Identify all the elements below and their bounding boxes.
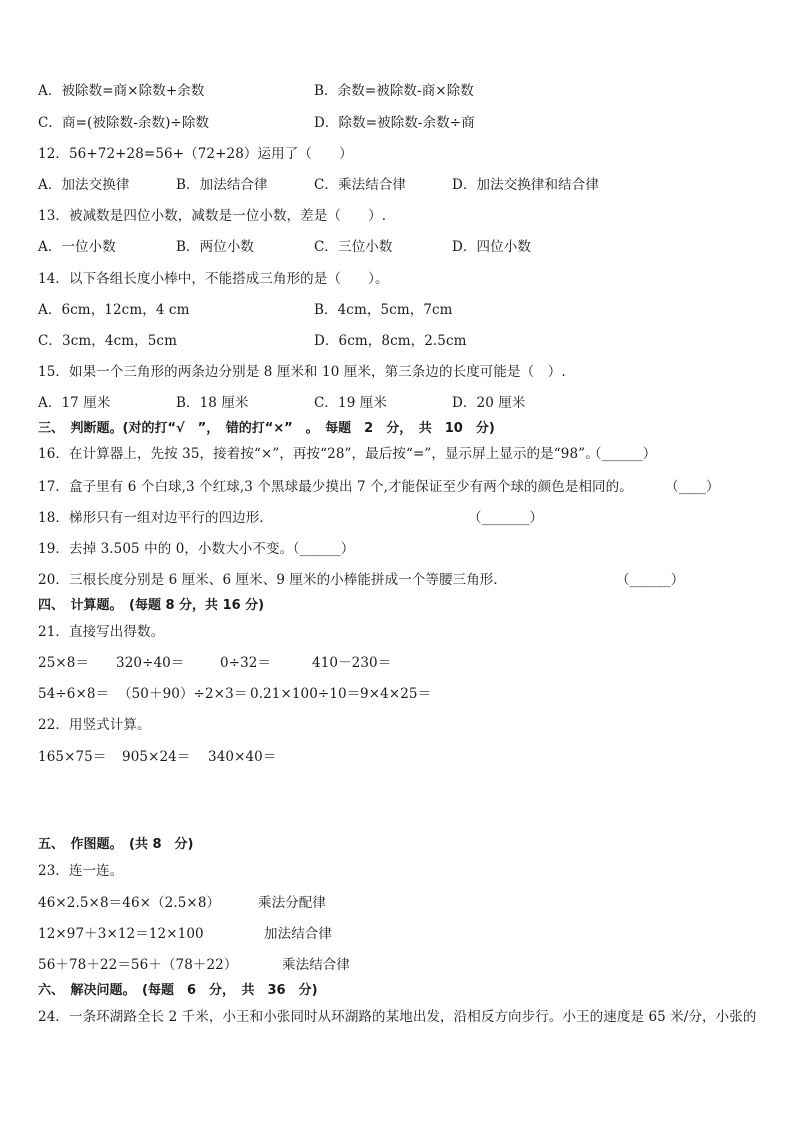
q22-stem: 22．用竖式计算。 — [38, 717, 151, 733]
q18-answer-blank[interactable]: （_______） — [468, 510, 544, 526]
q21-item: 0÷32＝ — [220, 655, 272, 671]
q11-option-a: A．被除数=商×除数+余数 — [38, 83, 205, 99]
q12-option-c: C．乘法结合律 — [314, 177, 407, 193]
q23-stem: 23．连一连。 — [38, 863, 124, 879]
q23-left-item[interactable]: 56＋78＋22＝56＋（78＋22） — [38, 957, 238, 973]
q23-right-item[interactable]: 加法结合律 — [264, 926, 332, 942]
section-3-heading: 三、 判断题。(对的打“√ ”， 错的打“×” 。 每题 2 分， 共 10 分) — [38, 421, 495, 436]
q24-stem: 24．一条环湖路全长 2 千米，小王和小张同时从环湖路的某地出发，沿相反方向步行。小王的速度是 65 米/分，小张的 — [38, 1009, 757, 1025]
q21-item: 410－230＝ — [312, 655, 392, 671]
q15-option-b: B．18 厘米 — [176, 395, 249, 411]
q21-item: 320÷40＝ — [116, 655, 185, 671]
q13-option-b: B．两位小数 — [176, 239, 255, 255]
section-5-heading: 五、 作图题。 (共 8 分) — [38, 837, 194, 852]
q23-right-item[interactable]: 乘法分配律 — [258, 895, 326, 911]
q23-right-item[interactable]: 乘法结合律 — [282, 957, 350, 973]
q21-item: （50＋90）÷2×3＝ — [118, 686, 248, 702]
q16-stem: 16．在计算器上，先按 35，接着按“×”，再按“28”，最后按“=”，显示屏上显示的是“98”。 — [38, 446, 599, 462]
q19-stem: 19．去掉 3.505 中的 0，小数大小不变。 — [38, 541, 294, 557]
q17-stem: 17．盒子里有 6 个白球,3 个红球,3 个黑球最少摸出 7 个,才能保证至少有两个球的颜色是相同的。 — [38, 479, 633, 495]
section-4-heading: 四、 计算题。 (每题 8 分，共 16 分) — [38, 598, 265, 613]
q22-item: 340×40＝ — [208, 749, 277, 765]
q17-answer-blank[interactable]: （____） — [665, 479, 720, 495]
q14-option-d: D．6cm，8cm，2.5cm — [314, 333, 467, 349]
section-6-heading: 六、 解决问题。 (每题 6 分， 共 36 分) — [38, 983, 318, 998]
q20-answer-blank[interactable]: （______） — [616, 572, 685, 588]
q13-option-c: C．三位小数 — [314, 239, 393, 255]
q13-option-d: D．四位小数 — [452, 239, 531, 255]
q20-stem: 20．三根长度分别是 6 厘米、6 厘米、9 厘米的小棒能拼成一个等腰三角形． — [38, 572, 508, 588]
q21-item: 25×8＝ — [38, 655, 90, 671]
q21-stem: 21．直接写出得数。 — [38, 624, 165, 640]
q14-option-b: B．4cm，5cm，7cm — [314, 302, 453, 318]
q15-stem: 15．如果一个三角形的两条边分别是 8 厘米和 10 厘米，第三条边的长度可能是（ ）. — [38, 364, 566, 380]
q15-option-c: C．19 厘米 — [314, 395, 387, 411]
q13-option-a: A．一位小数 — [38, 239, 116, 255]
q18-stem: 18．梯形只有一组对边平行的四边形． — [38, 510, 273, 526]
q11-option-d: D．除数=被除数-余数÷商 — [314, 115, 475, 131]
q12-option-b: B．加法结合律 — [176, 177, 268, 193]
q12-option-d: D．加法交换律和结合律 — [452, 177, 599, 193]
q12-stem: 12．56+72+28=56+（72+28）运用了（ ） — [38, 146, 353, 162]
q23-left-item[interactable]: 12×97＋3×12＝12×100 — [38, 926, 204, 942]
q11-option-b: B．余数=被除数-商×除数 — [314, 83, 474, 99]
q11-option-c: C．商=(被除数-余数)÷除数 — [38, 115, 210, 131]
q16-answer-blank[interactable]: （______） — [588, 446, 657, 462]
q22-item: 165×75＝ — [38, 749, 107, 765]
q14-option-a: A．6cm，12cm，4 cm — [38, 302, 190, 318]
q15-option-a: A．17 厘米 — [38, 395, 111, 411]
q14-option-c: C．3cm，4cm，5cm — [38, 333, 177, 349]
q14-stem: 14．以下各组长度小棒中，不能搭成三角形的是（ ）。 — [38, 271, 389, 287]
q22-item: 905×24＝ — [122, 749, 191, 765]
q23-left-item[interactable]: 46×2.5×8＝46×（2.5×8） — [38, 895, 221, 911]
q12-option-a: A．加法交换律 — [38, 177, 130, 193]
q21-item: 54÷6×8＝ — [38, 686, 110, 702]
q21-item: 9×4×25＝ — [360, 686, 432, 702]
q21-item: 0.21×100÷10＝ — [250, 686, 361, 702]
q19-answer-blank[interactable]: （______） — [286, 541, 355, 557]
q15-option-d: D．20 厘米 — [452, 395, 526, 411]
q13-stem: 13．被减数是四位小数，减数是一位小数，差是（ ）. — [38, 208, 387, 224]
